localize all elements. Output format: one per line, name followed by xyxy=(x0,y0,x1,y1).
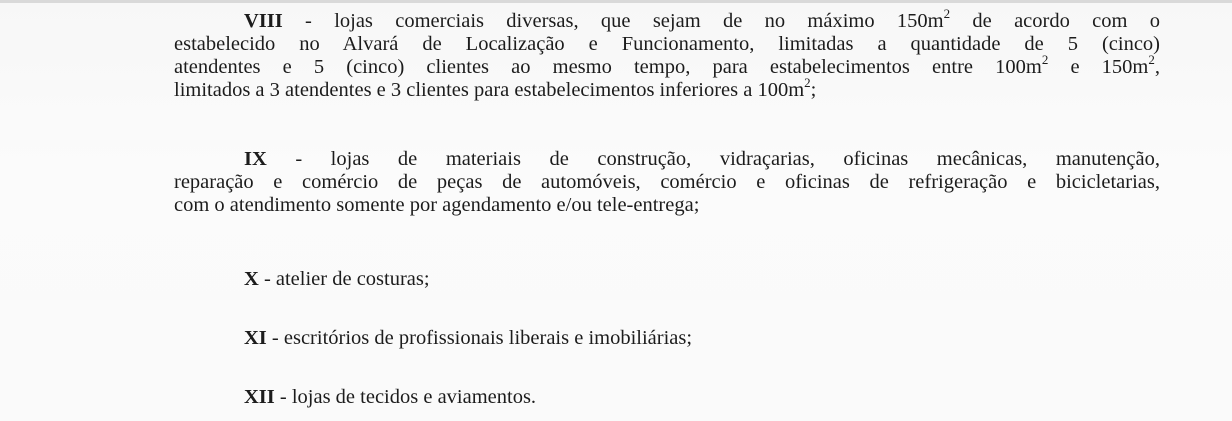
item-viii-line-1: VIII - lojas comerciais diversas, que sejam de no máximo $150m^2$ de acordo com o xyxy=(244,6,1161,32)
item-viii-paragraph xyxy=(174,6,1161,102)
item-x-text: - atelier de costuras; xyxy=(258,268,430,290)
item-viii-line-2: estabelecido no Alvará de Localização e Funcionamento, limitadas a quantidade de 5 (cinco) xyxy=(174,33,1160,55)
item-xi-paragraph xyxy=(244,327,692,350)
item-x-numeral: X xyxy=(244,268,259,290)
item-xi-text: - escritórios de profissionais liberais e imobiliárias; xyxy=(266,327,693,349)
item-ix-line-3: com o atendimento somente por agendamento e/ou tele-entrega; xyxy=(174,194,700,216)
item-xii-numeral: XII xyxy=(244,386,275,408)
scan-top-edge xyxy=(0,0,1232,3)
item-viii-line-4: limitados a 3 atendentes e 3 clientes para estabelecimentos inferiores a $100m^2$; xyxy=(174,75,817,101)
item-viii-line-3: atendentes e 5 (cinco) clientes ao mesmo tempo, para estabelecimentos entre $100m^2$ e $150m^2$, xyxy=(174,52,1161,78)
item-ix-line-2: reparação e comércio de peças de automóveis, comércio e oficinas de refrigeração e bicicletarias, xyxy=(174,171,1160,193)
item-ix-numeral: IX xyxy=(244,148,267,170)
item-ix-line-1: IX - lojas de materiais de construção, vidraçarias, oficinas mecânicas, manutenção, xyxy=(244,148,1160,170)
item-xii-text: - lojas de tecidos e aviamentos. xyxy=(274,386,537,408)
item-xi-numeral: XI xyxy=(244,327,267,349)
item-viii-numeral: VIII xyxy=(244,10,283,32)
item-x-paragraph xyxy=(244,268,430,291)
item-xii-paragraph xyxy=(244,386,536,409)
item-ix-paragraph xyxy=(174,148,1160,217)
